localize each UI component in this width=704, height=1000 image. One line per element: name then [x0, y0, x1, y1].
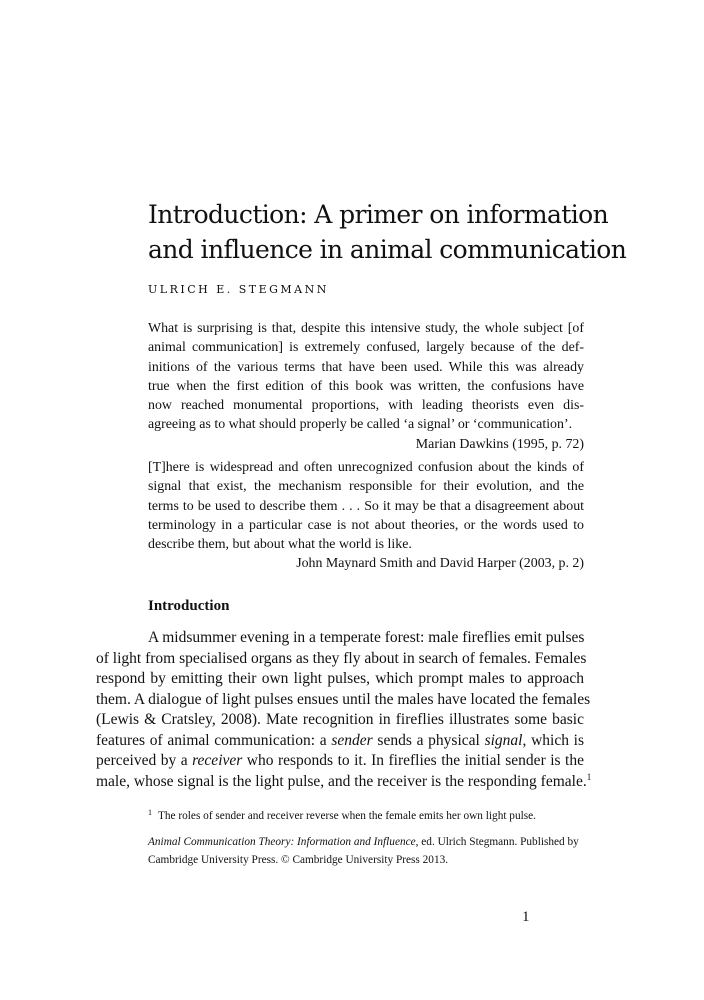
epigraph-line: true when the first edition of this book was written, the confusions have [148, 378, 584, 394]
epigraph [148, 458, 584, 574]
body-text-run: who responds to it. In fireflies the initial sender is the [242, 752, 584, 769]
body-text-run: male, whose signal is the light pulse, and the receiver is the responding female. [96, 772, 587, 790]
publication-text: , ed. Ulrich Stegmann. Published by [415, 836, 579, 848]
chapter-title-line: Introduction: A primer on information [148, 200, 609, 229]
body-text-run: perceived by a [96, 752, 193, 769]
epigraph-line: agreeing as to what should properly be called ‘a signal’ or ‘communication’. [148, 417, 573, 433]
body-paragraph [96, 628, 592, 792]
book-title: Animal Communication Theory: Information and Influence [148, 836, 416, 848]
publication-info [148, 833, 588, 869]
body-line: (Lewis & Cratsley, 2008). Mate recognition in fireflies illustrates some basic [96, 711, 584, 728]
epigraph-line: terminology in a particular case is not about theories, or the words used to [148, 517, 584, 533]
body-line: A midsummer evening in a temperate forest: male fireflies emit pulses [148, 629, 585, 646]
body-line [96, 771, 592, 793]
epigraph-line: animal communication] is extremely confused, largely because of the def- [148, 340, 584, 356]
chapter-title [148, 197, 627, 267]
page-number: 1 [522, 909, 530, 925]
body-line: respond by emitting their own light pulses, which prompt males to approach [96, 670, 584, 687]
footnote-text: The roles of sender and receiver reverse when the female emits her own light pulse. [158, 810, 536, 822]
term-signal: signal [484, 731, 523, 749]
epigraph-line: terms to be used to describe them . . . So it may be that a disagreement about [148, 498, 584, 514]
epigraph-attribution: John Maynard Smith and David Harper (2003, p. 2) [296, 556, 584, 572]
term-sender: sender [331, 731, 373, 749]
body-text-run: features of animal communication: a [96, 731, 332, 749]
epigraph-attribution: Marian Dawkins (1995, p. 72) [415, 436, 584, 452]
term-receiver: receiver [192, 752, 243, 769]
footnote [148, 810, 536, 822]
epigraph-line: now reached monumental proportions, with leading theorists even dis- [148, 398, 584, 414]
body-line: them. A dialogue of light pulses ensues until the males have located the females [96, 690, 591, 708]
epigraph-line: [T]here is widespread and often unrecognized confusion about the kinds of [148, 460, 584, 475]
body-line [96, 751, 584, 772]
epigraph-line: What is surprising is that, despite this intensive study, the whole subject [of [148, 321, 584, 336]
section-heading: Introduction [148, 598, 230, 614]
body-line: of light from specialised organs as they fly about in search of females. Females [96, 649, 587, 667]
epigraph-line: describe them, but about what the world is like. [148, 537, 412, 553]
body-line [96, 731, 584, 752]
body-text-run: sends a physical [372, 731, 485, 749]
footnote-marker[interactable]: 1 [586, 771, 592, 782]
body-text-run: , which is [522, 731, 585, 749]
footnote-number: 1 [148, 808, 152, 817]
epigraph [148, 319, 584, 454]
epigraph-line: initions of the various terms that have been used. While this was already [148, 359, 584, 375]
chapter-title-line: and influence in animal communication [148, 235, 627, 264]
epigraph-line: signal that exist, the mechanism responsible for their evolution, and the [148, 479, 584, 495]
publication-line: Cambridge University Press. © Cambridge University Press 2013. [148, 854, 449, 866]
chapter-author: ULRICH E. STEGMANN [148, 283, 329, 296]
publication-line [148, 833, 588, 851]
